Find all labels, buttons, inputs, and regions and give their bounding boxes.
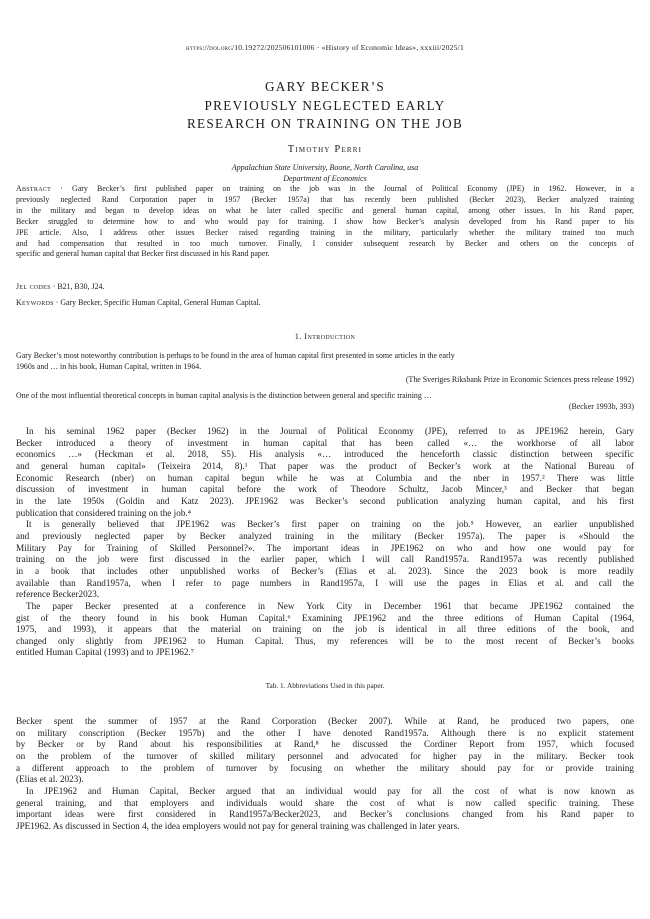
keywords-value: Gary Becker, Specific Human Capital, General Human Capital. [60, 298, 261, 307]
abstract-line: Abstract · Gary Becker’s first published paper on training on the job was in the Journal of Political Economy (JPE) in 1962. However, in a [16, 184, 634, 193]
keywords-label: Keywords [16, 298, 54, 307]
paragraph-line: The paper Becker presented at a conference in New York City in December 1961 that became JPE1962 contained the [26, 600, 634, 611]
table-caption: Tab. 1. Abbreviations Used in this paper. [265, 681, 385, 690]
paragraph-line: training on the job were first discussed in the earlier paper, which I will call Rand1957a. Rand1957a was recently published [16, 554, 634, 565]
jel-label: Jel codes [16, 282, 51, 291]
paragraph-line: on the problem of the turnover of skilled military personnel and advocated for higher pay in the military. Becker took [16, 750, 634, 761]
affiliation-university: Appalachian State University, Boone, North Carolina, usa [231, 163, 419, 172]
journal-citation: «History of Economic Ideas», xxxiii/2025/1 [321, 43, 464, 52]
paragraph-line: important ideas were first considered in Rand1957a/Becker2023, and Becker’s conclusions changed from his Rand paper to [16, 809, 634, 820]
abstract-line: specific and general human capital that Becker first discussed in his Rand paper. [16, 249, 270, 259]
paragraph-line: and previously neglected paper by Becker analyzed training in the military (Becker 1957a). The paper is «Should the [16, 530, 634, 541]
abstract-line: in the military and began to develop ideas on what he later called specific and general human capital, among other issues. In his Rand paper, [16, 205, 634, 215]
author-name: Timothy Perri [287, 144, 363, 155]
paragraph-line: in the late 1950s (Goldin and Katz 2023). JPE1962 was Becker’s second publication analyzing human capital, and his first [16, 495, 634, 506]
abstract-line: previously neglected Rand Corporation paper in 1957 (Becker 1957a) that has recently been published (Becker 2023), Becker analyzed training [16, 194, 634, 204]
abstract-label: Abstract [16, 184, 52, 193]
separator-dot: · [316, 43, 322, 52]
abstract [16, 184, 634, 260]
abstract-line: JPE article. Also, I address other issues Becker raised regarding training in the military, particularly whether the military trained too much [16, 227, 634, 237]
epigraph-quote-2: One of the most influential theoretical concepts in human capital analysis is the distinction between general and specific training … [16, 391, 432, 400]
paragraph-line: It is generally believed that JPE1962 was Becker’s first paper on training on the job.⁵ However, an earlier unpublished [26, 519, 634, 530]
keywords: Keywords · Gary Becker, Specific Human Capital, General Human Capital. [16, 298, 261, 307]
paragraph-line: on military conscription (Becker 1957b) and the other I have denoted Rand1957a. Although there is no explicit statement [16, 727, 634, 738]
paragraph-line: JPE1962. As discussed in Section 4, the idea employers would not pay for general training was challenged in later years. [16, 820, 460, 831]
abstract-line: Becker struggled to determine how to and who would pay for training. I show how Becker’s analysis developed from his Rand paper to his [16, 216, 634, 226]
paragraph-line: gist of the theory found in his book Human Capital.⁶ Examining JPE1962 and the three editions of Human Capital (1964, [16, 612, 634, 623]
paragraph-line: (Elias et al. 2023). [16, 774, 84, 785]
quote-line: 1960s and … in his book, Human Capital, written in 1964. [16, 361, 202, 371]
paragraph-line: discussion of investment in human capital before the work of Theodore Schultz, Jacob Mincer,³ and Becker that began [16, 484, 634, 495]
author-affiliation [0, 162, 650, 184]
epigraph-source-1: (The Sveriges Riksbank Prize in Economic Sciences press release 1992) [405, 375, 634, 384]
title-line-1: GARY BECKER’S [264, 79, 386, 94]
affiliation-department: Department of Economics [283, 174, 367, 183]
paragraph-line: entitled Human Capital (1993) and to JPE1962.⁷ [16, 647, 194, 658]
paragraph-line: Economic Research (nber) on human capital begun while he was at Columbia and the nber in 1957.² There was little [16, 472, 634, 483]
paragraph-line: changed only slightly from JPE1962 to Human Capital. Thus, my references will be to the most recent of Becker’s books [16, 635, 634, 646]
title-line-2: PREVIOUSLY NEGLECTED EARLY [204, 97, 446, 113]
paragraph-line: economics …» (Heckman et al. 2018, S5). His analysis «… introduced the henceforth classic distinction between specific [16, 449, 634, 460]
title-line-3: RESEARCH ON TRAINING ON THE JOB [186, 116, 464, 131]
paragraph-line: Becker introduced a theory of investment in human capital that has been called «… the workhorse of all labor [16, 437, 634, 448]
paragraph-line: available than Rand1957a, when I refer to page numbers in Rand1957a, I will use the pages in Elias et al. and call the [16, 577, 634, 588]
paragraph-line: Military Pay for Training of Skilled Personnel?». The important ideas in JPE1962 on who and how one would pay for [16, 542, 634, 553]
body-text-continued [16, 716, 634, 833]
paragraph-line: In JPE1962 and Human Capital, Becker argued that an individual would pay for all the cost of what is now known as [26, 785, 634, 796]
epigraph-source-2: (Becker 1993b, 393) [568, 402, 634, 411]
paragraph-line: 1975, and 1993), it appears that the material on training on the job is identical in all three editions of the book, and [16, 624, 634, 635]
paragraph-line: general training, and that employers and individuals would share the cost of what is now called specific training. These [16, 797, 634, 808]
epigraph-quote-1 [16, 351, 634, 373]
body-text [16, 426, 634, 659]
doi-link[interactable]: https://doi.org/10.19272/202506101006 [186, 43, 315, 52]
running-head [0, 43, 650, 52]
paragraph-line: by Becker or by Rand about his responsibilities at Rand,⁸ he discussed the Cordiner Report from 1957, which focused [16, 739, 634, 750]
article-title [0, 78, 650, 134]
paragraph-line: In his seminal 1962 paper (Becker 1962) in the Journal of Political Economy (JPE), referred to as JPE1962 herein, Gary [26, 426, 634, 436]
quote-line: Gary Becker’s most noteworthy contribution is perhaps to be found in the area of human capital first presented in some articles in the early [16, 351, 455, 360]
paragraph-line: in a book that includes other unpublished works of Becker’s (Elias et al. 2023). Since the 2023 book is more readily [16, 565, 634, 576]
paragraph-line: reference Becker2023. [16, 589, 100, 600]
paragraph-line: and general human capital» (Teixeira 2014, 8).¹ That paper was the product of Becker’s work at the National Bureau of [16, 460, 634, 471]
abstract-line: and had compensation that resulted in too much turnover. Finally, I consider subsequent research by Becker and others on the concepts of [16, 238, 634, 248]
paragraph-line: Becker spent the summer of 1957 at the Rand Corporation (Becker 2007). While at Rand, he produced two papers, one [16, 716, 634, 726]
paragraph-line: publication that considered training on the job.⁴ [16, 507, 191, 518]
jel-codes: Jel codes · B21, B30, J24. [16, 282, 105, 291]
jel-value: B21, B30, J24. [57, 282, 105, 291]
paragraph-line: a different approach to the problem of turnover by focusing on whether the military should pay for or provide training [16, 762, 634, 773]
section-heading: 1. Introduction [294, 332, 356, 341]
